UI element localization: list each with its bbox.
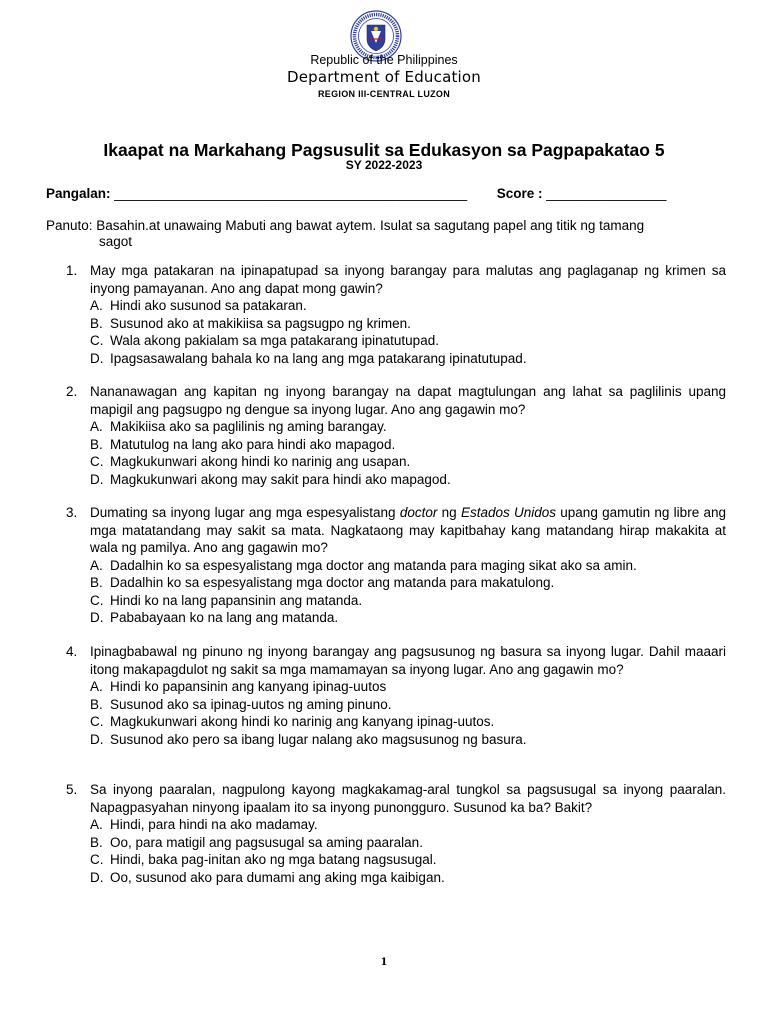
choice-letter: B.: [90, 436, 103, 452]
choice-d: [90, 869, 726, 887]
question-text: [90, 504, 726, 557]
choice-c: [90, 332, 726, 350]
choice-d: [90, 350, 726, 368]
choice-d: [90, 609, 726, 627]
question-1: [46, 262, 726, 367]
question-text-part: upang gamutin ng libre ang mga matatandang may sakit sa mata. Nagkataong may kapitbahay kang matandang hirap makakita at wala ng pamilya. Ano ang gagawin mo?: [90, 505, 726, 555]
choice-letter: B.: [90, 575, 103, 590]
choice-text: Hindi ko papansinin ang kanyang ipinag-uutos: [110, 679, 387, 694]
choice-text: Magkukunwari akong hindi ko narinig ang kanyang ipinag-uutos.: [110, 714, 495, 729]
score-field-line: ________________: [546, 186, 667, 201]
republic-line: Republic of the Philippines: [310, 53, 458, 67]
choice-letter: A.: [90, 817, 103, 832]
choice-letter: D.: [90, 610, 104, 625]
region-name: REGION III-CENTRAL LUZON: [317, 89, 451, 99]
choice-letter: B.: [90, 834, 103, 850]
choice-b: [90, 436, 726, 454]
choice-text: Hindi, baka pag-initan ako ng mga batang nagsusugal.: [110, 852, 437, 867]
question-text: Nananawagan ang kapitan ng inyong barangay na dapat magtulungan ang lahat sa paglilinis upang mapigil ang pagsugpo ng dengue sa inyong lugar. Ano ang gagawin mo?: [90, 384, 726, 417]
choice-text: Susunod ako pero sa ibang lugar nalang ako magsusunog ng basura.: [110, 731, 527, 747]
choice-text: Dadalhin ko sa espesyalistang mga doctor ang matanda para makatulong.: [110, 575, 555, 590]
question-number: 1.: [66, 263, 78, 278]
choice-text: Ipagsasawalang bahala ko na lang ang mga patakarang ipinatutupad.: [110, 350, 527, 366]
question-2: [46, 383, 726, 488]
name-score-row: [46, 186, 726, 201]
choice-letter: C.: [90, 454, 104, 469]
exam-title: Ikaapat na Markahang Pagsusulit sa Edukasyon sa Pagpapakatao 5: [103, 140, 665, 160]
choice-text: Hindi ako susunod sa patakaran.: [110, 298, 307, 313]
page-number: 1: [380, 957, 388, 968]
choice-a: [90, 557, 726, 575]
choice-letter: C.: [90, 852, 104, 867]
question-number: 2.: [66, 384, 78, 399]
question-text: May mga patakaran na ipinapatupad sa inyong barangay para malutas ang paglaganap ng krimen sa inyong pamayanan. Ano ang dapat mong gawin?: [90, 263, 726, 296]
choice-d: [90, 471, 726, 489]
choice-c: [90, 713, 726, 731]
choice-text: Makikiisa ako sa paglilinis ng aming barangay.: [110, 419, 387, 434]
choice-text: Oo, para matigil ang pagsusugal sa aming paaralan.: [110, 834, 423, 850]
question-text-part: ng: [437, 505, 461, 520]
choice-b: [90, 696, 726, 714]
choice-text: Wala akong pakialam sa mga patakarang ipinatutupad.: [110, 333, 439, 348]
choice-b: [90, 574, 726, 592]
question-4: [46, 643, 726, 748]
choice-text: Magkukunwari akong may sakit para hindi ako mapagod.: [110, 471, 451, 487]
choice-c: [90, 592, 726, 610]
choice-text: Pababayaan ko na lang ang matanda.: [110, 610, 339, 625]
choice-letter: A.: [90, 298, 103, 313]
instructions-line-2: sagot: [99, 234, 133, 249]
choice-b: [90, 315, 726, 333]
question-text: Ipinagbabawal ng pinuno ng inyong barangay ang pagsusunog ng basura sa inyong lugar. Dahil maaari itong makapagdulot ng sakit sa mga mamamayan sa inyong lugar. Ano ang gagawin mo?: [90, 644, 726, 677]
name-label: Pangalan:: [46, 186, 111, 201]
question-number: 5.: [66, 782, 78, 797]
choice-letter: C.: [90, 592, 104, 608]
choice-c: [90, 453, 726, 471]
question-text-part: Dumating sa inyong lugar ang mga espesyalistang: [90, 505, 400, 520]
choice-text: Susunod ako at makikiisa sa pagsugpo ng krimen.: [110, 315, 411, 331]
question-text-italic: doctor: [399, 505, 438, 520]
choice-letter: A.: [90, 679, 103, 694]
choice-letter: D.: [90, 350, 104, 366]
name-field-line: _______________________________________________: [114, 186, 468, 201]
score-label: Score :: [496, 186, 543, 201]
choice-a: [90, 418, 726, 436]
choice-text: Dadalhin ko sa espesyalistang mga doctor ang matanda para maging sikat ako sa amin.: [110, 557, 637, 573]
school-year: SY 2022-2023: [345, 158, 423, 172]
choice-letter: D.: [90, 869, 104, 885]
choice-letter: A.: [90, 419, 103, 434]
choice-c: [90, 851, 726, 869]
choice-text: Matutulog na lang ako para hindi ako mapagod.: [110, 436, 396, 452]
department-name: Department of Education: [286, 68, 482, 86]
choice-b: [90, 834, 726, 852]
choice-text: Magkukunwari akong hindi ko narinig ang usapan.: [110, 454, 411, 469]
choice-a: [90, 816, 726, 834]
choice-a: [90, 297, 726, 315]
choice-letter: D.: [90, 731, 104, 747]
question-text: Sa inyong paaralan, nagpulong kayong magkakamag-aral tungkol sa pagsusugal sa inyong paaralan. Napagpasyahan ninyong ipaalam ito sa inyong punongguro. Susunod ka ba? Bakit?: [90, 782, 726, 815]
question-3: [46, 504, 726, 627]
choice-text: Hindi ko na lang papansinin ang matanda.: [110, 592, 363, 608]
choice-letter: C.: [90, 714, 104, 729]
choice-letter: C.: [90, 333, 104, 348]
question-number: 3.: [66, 505, 78, 520]
question-5: [46, 781, 726, 886]
choice-d: [90, 731, 726, 749]
question-number: 4.: [66, 644, 78, 659]
choice-letter: D.: [90, 471, 104, 487]
choice-letter: A.: [90, 557, 103, 573]
choice-letter: B.: [90, 315, 103, 331]
choice-text: Oo, susunod ako para dumami ang aking mga kaibigan.: [110, 869, 445, 885]
choice-a: [90, 678, 726, 696]
choice-text: Susunod ako sa ipinag-uutos ng aming pinuno.: [110, 696, 392, 712]
instructions: [46, 218, 726, 250]
choice-letter: B.: [90, 696, 103, 712]
instructions-line-1: Panuto: Basahin.at unawaing Mabuti ang bawat aytem. Isulat sa sagutang papel ang titik ng tamang: [46, 218, 645, 233]
choice-text: Hindi, para hindi na ako madamay.: [110, 817, 318, 832]
question-text-italic: Estados Unidos: [460, 505, 557, 520]
